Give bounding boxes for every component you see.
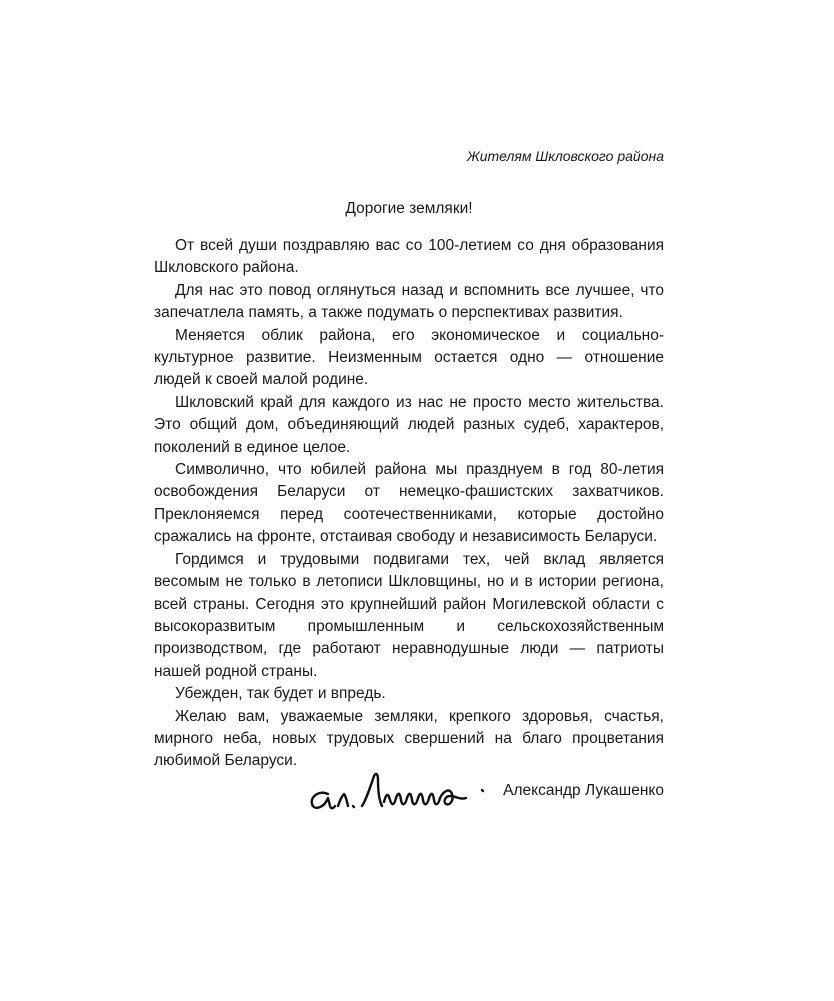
paragraph: Шкловский край для каждого из нас не просто место жительства. Это общий дом, объединяющий людей разных судеб, характеров, поколений в единое целое.	[154, 393, 664, 456]
paragraph: Гордимся и трудовыми подвигами тех, чей вклад является весомым не только в летописи Шкловщины, но и в истории региона, всей страны. Сегодня это крупнейший район Могилевской области с высокоразвитым промышленным и сельскохозяйственным производством, где работают неравнодушные люди — патриоты нашей родной страны.	[154, 550, 664, 680]
paragraph: Желаю вам, уважаемые земляки, крепкого здоровья, счастья, мирного неба, новых трудовых свершений на благо процветания любимой Беларуси.	[154, 707, 664, 770]
paragraph: От всей души поздравляю вас со 100-летием со дня образования Шкловского района.	[154, 237, 664, 277]
signature-block	[300, 760, 664, 820]
paragraph: Для нас это повод оглянуться назад и вспомнить все лучшее, что запечатлела память, а также подумать о перспективах развития.	[154, 281, 664, 322]
letter-body	[154, 235, 664, 773]
salutation: Дорогие земляки!	[345, 200, 473, 217]
paragraph: Убежден, так будет и впредь.	[175, 685, 386, 703]
paragraph: Символично, что юбилей района мы празднуем в год 80-летия освобождения Беларуси от немецко-фашистских захватчиков. Преклоняемся перед соотечественниками, которые достойно сражались на фронте, отстаивая свободу и независимость Беларуси.	[154, 461, 664, 546]
dedication: Жителям Шкловского района	[466, 148, 664, 164]
signer-name: Александр Лукашенко	[503, 782, 664, 799]
handwritten-signature-icon	[300, 760, 500, 820]
paragraph: Меняется облик района, его экономическое и социально-культурное развитие. Неизменным остается одно — отношение людей к своей малой родине.	[154, 326, 664, 389]
